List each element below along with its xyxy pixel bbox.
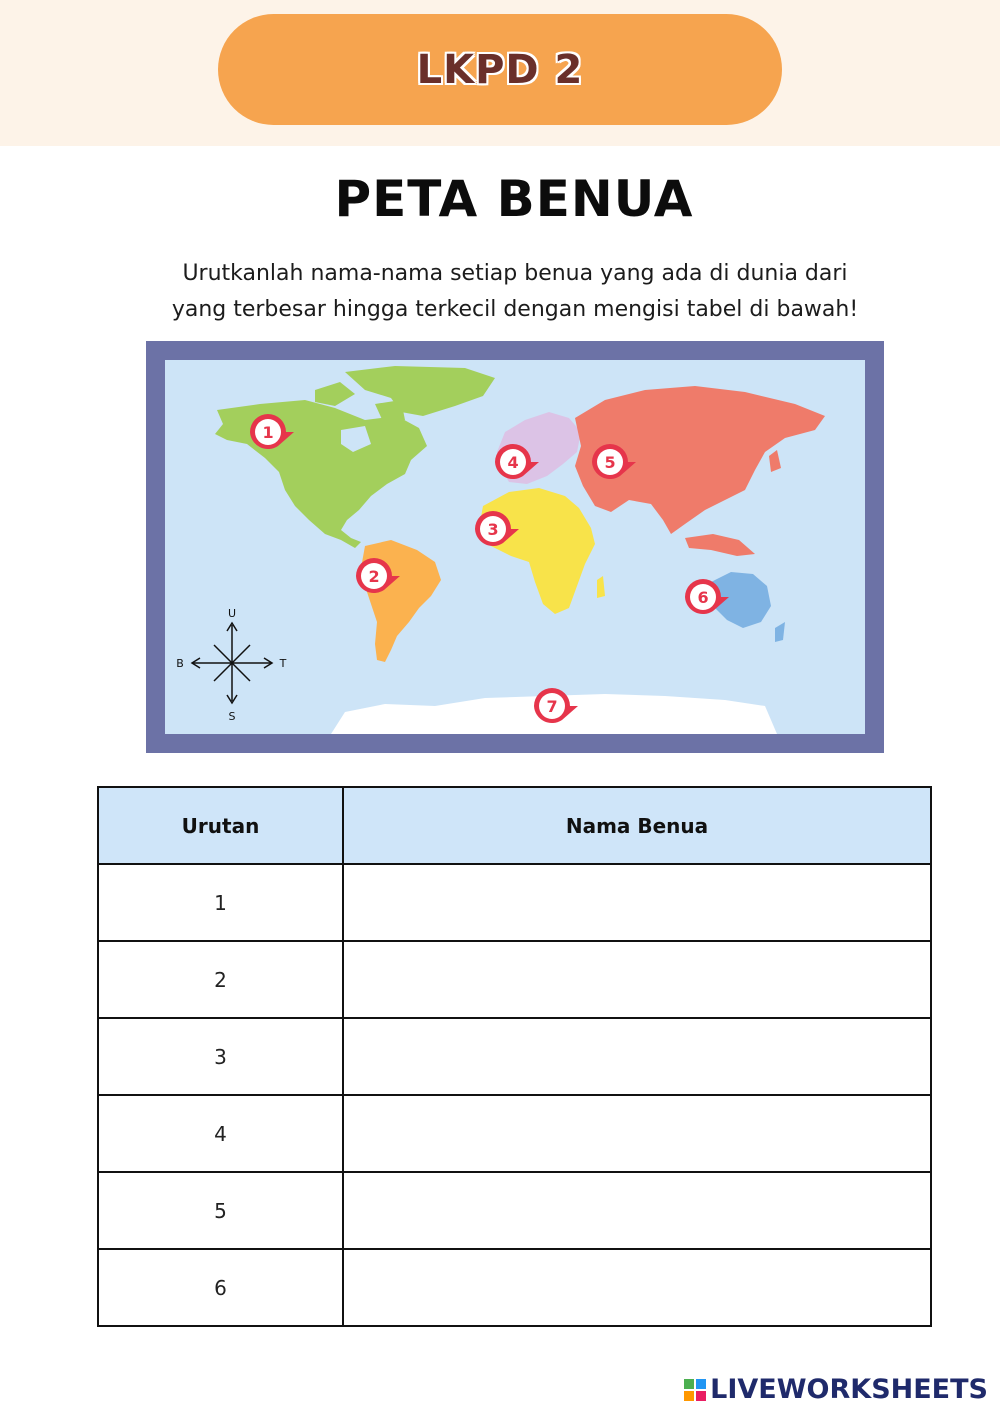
liveworksheets-logo-icon: [684, 1379, 706, 1401]
page-title: PETA BENUA: [334, 170, 694, 228]
instruction-line-2: yang terbesar hingga terkecil dengan mengisi tabel di bawah!: [171, 297, 859, 322]
marker-3-label: 3: [487, 520, 499, 539]
marker-5-label: 5: [604, 453, 616, 472]
continent-table: [97, 786, 932, 1327]
header-urutan: Urutan: [98, 787, 343, 864]
answer-field[interactable]: [343, 1249, 931, 1326]
table-row: [98, 1172, 931, 1249]
answer-field[interactable]: [343, 1095, 931, 1172]
marker-6-label: 6: [697, 588, 709, 607]
liveworksheets-wordmark: LIVEWORKSHEETS: [710, 1374, 988, 1405]
table-row: [98, 1095, 931, 1172]
table-row: [98, 864, 931, 941]
marker-2-label: 2: [368, 567, 380, 586]
compass-west-label: B: [176, 657, 184, 670]
table-row: [98, 941, 931, 1018]
liveworksheets-brand: [684, 1374, 988, 1405]
answer-field[interactable]: [343, 1172, 931, 1249]
table-row: [98, 1249, 931, 1326]
answer-field[interactable]: [343, 941, 931, 1018]
marker-1-label: 1: [262, 423, 274, 442]
compass-south-label: S: [228, 710, 236, 723]
compass-north-label: U: [227, 607, 237, 620]
lkpd-badge-label: LKPD 2: [416, 46, 584, 93]
instruction-line-1: Urutkanlah nama-nama setiap benua yang ada di dunia dari: [182, 261, 848, 286]
lkpd-badge: [218, 14, 782, 125]
order-cell: 3: [98, 1018, 343, 1095]
order-cell: 2: [98, 941, 343, 1018]
table-row: [98, 1018, 931, 1095]
answer-field[interactable]: [343, 864, 931, 941]
header-nama-benua: Nama Benua: [343, 787, 931, 864]
marker-7-label: 7: [546, 697, 558, 716]
answer-field[interactable]: [343, 1018, 931, 1095]
table-header-row: [98, 787, 931, 864]
compass-east-label: T: [279, 657, 287, 670]
world-map: [146, 341, 884, 753]
order-cell: 5: [98, 1172, 343, 1249]
order-cell: 1: [98, 864, 343, 941]
marker-4-label: 4: [507, 453, 519, 472]
order-cell: 4: [98, 1095, 343, 1172]
world-map-image: [165, 360, 865, 734]
instruction-text: [110, 256, 920, 328]
order-cell: 6: [98, 1249, 343, 1326]
